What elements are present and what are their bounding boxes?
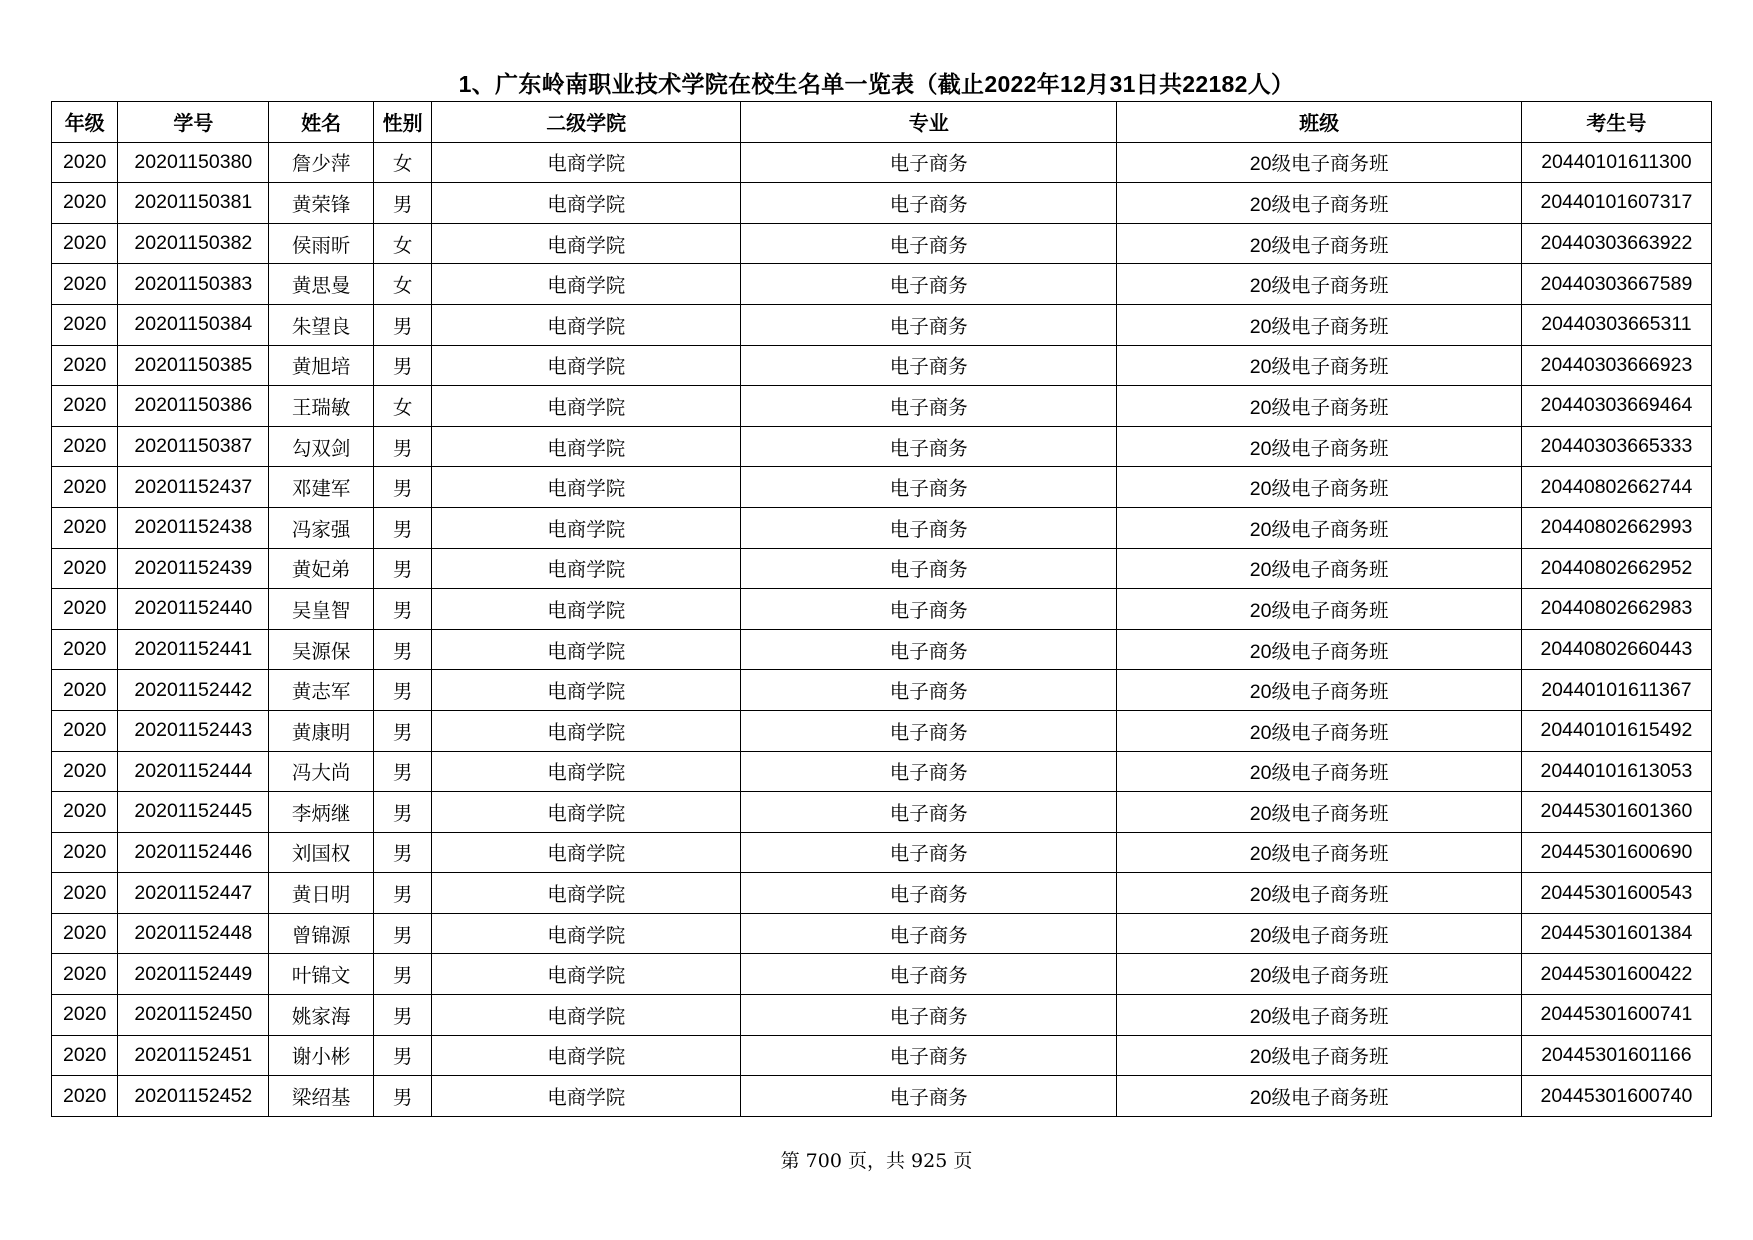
grade-cell: 2020 [52, 1035, 118, 1076]
student-id-cell: 20201152447 [118, 873, 269, 914]
table-row [52, 913, 1712, 954]
grade-cell: 2020 [52, 913, 118, 954]
table-row [52, 264, 1712, 305]
exam-number-cell: 20440303665333 [1521, 426, 1711, 467]
college-cell: 电商学院 [432, 467, 741, 508]
header-college: 二级学院 [432, 102, 741, 143]
header-major: 专业 [741, 102, 1117, 143]
table-row [52, 467, 1712, 508]
gender-cell: 男 [373, 548, 431, 589]
college-cell: 电商学院 [432, 223, 741, 264]
exam-number-cell: 20440802662983 [1521, 589, 1711, 630]
college-cell: 电商学院 [432, 507, 741, 548]
college-cell: 电商学院 [432, 1035, 741, 1076]
major-cell: 电子商务 [741, 1035, 1117, 1076]
major-cell: 电子商务 [741, 873, 1117, 914]
grade-cell: 2020 [52, 304, 118, 345]
student-id-cell: 20201152439 [118, 548, 269, 589]
class-cell: 20级电子商务班 [1117, 751, 1521, 792]
college-cell: 电商学院 [432, 1076, 741, 1117]
gender-cell: 男 [373, 670, 431, 711]
major-cell: 电子商务 [741, 142, 1117, 183]
name-cell: 曾锦源 [269, 913, 374, 954]
student-id-cell: 20201150383 [118, 264, 269, 305]
table-row [52, 1035, 1712, 1076]
college-cell: 电商学院 [432, 792, 741, 833]
table-row [52, 386, 1712, 427]
major-cell: 电子商务 [741, 264, 1117, 305]
grade-cell: 2020 [52, 710, 118, 751]
grade-cell: 2020 [52, 1076, 118, 1117]
table-row [52, 670, 1712, 711]
major-cell: 电子商务 [741, 710, 1117, 751]
class-cell: 20级电子商务班 [1117, 873, 1521, 914]
name-cell: 刘国权 [269, 832, 374, 873]
grade-cell: 2020 [52, 467, 118, 508]
gender-cell: 男 [373, 913, 431, 954]
class-cell: 20级电子商务班 [1117, 426, 1521, 467]
college-cell: 电商学院 [432, 386, 741, 427]
student-id-cell: 20201150384 [118, 304, 269, 345]
name-cell: 黄妃弟 [269, 548, 374, 589]
name-cell: 吴皇智 [269, 589, 374, 630]
class-cell: 20级电子商务班 [1117, 345, 1521, 386]
table-row [52, 304, 1712, 345]
table-row [52, 995, 1712, 1036]
exam-number-cell: 20445301601384 [1521, 913, 1711, 954]
gender-cell: 男 [373, 589, 431, 630]
name-cell: 黄志军 [269, 670, 374, 711]
exam-number-cell: 20440303663922 [1521, 223, 1711, 264]
table-row [52, 832, 1712, 873]
name-cell: 勾双剑 [269, 426, 374, 467]
name-cell: 黄荣锋 [269, 183, 374, 224]
college-cell: 电商学院 [432, 426, 741, 467]
exam-number-cell: 20445301601360 [1521, 792, 1711, 833]
table-row [52, 629, 1712, 670]
grade-cell: 2020 [52, 832, 118, 873]
table-row [52, 954, 1712, 995]
college-cell: 电商学院 [432, 629, 741, 670]
exam-number-cell: 20445301601166 [1521, 1035, 1711, 1076]
gender-cell: 男 [373, 183, 431, 224]
major-cell: 电子商务 [741, 629, 1117, 670]
name-cell: 谢小彬 [269, 1035, 374, 1076]
gender-cell: 女 [373, 142, 431, 183]
student-id-cell: 20201152440 [118, 589, 269, 630]
gender-cell: 男 [373, 995, 431, 1036]
exam-number-cell: 20445301600422 [1521, 954, 1711, 995]
table-row [52, 873, 1712, 914]
gender-cell: 男 [373, 426, 431, 467]
exam-number-cell: 20440303669464 [1521, 386, 1711, 427]
table-row [52, 223, 1712, 264]
header-name: 姓名 [269, 102, 374, 143]
gender-cell: 男 [373, 751, 431, 792]
student-id-cell: 20201150381 [118, 183, 269, 224]
grade-cell: 2020 [52, 183, 118, 224]
student-id-cell: 20201152452 [118, 1076, 269, 1117]
table-row [52, 589, 1712, 630]
major-cell: 电子商务 [741, 548, 1117, 589]
gender-cell: 男 [373, 832, 431, 873]
student-id-cell: 20201152451 [118, 1035, 269, 1076]
major-cell: 电子商务 [741, 345, 1117, 386]
table-row [52, 751, 1712, 792]
student-id-cell: 20201152450 [118, 995, 269, 1036]
name-cell: 侯雨昕 [269, 223, 374, 264]
class-cell: 20级电子商务班 [1117, 223, 1521, 264]
exam-number-cell: 20440101615492 [1521, 710, 1711, 751]
gender-cell: 男 [373, 304, 431, 345]
name-cell: 黄思曼 [269, 264, 374, 305]
student-id-cell: 20201152449 [118, 954, 269, 995]
exam-number-cell: 20440303665311 [1521, 304, 1711, 345]
major-cell: 电子商务 [741, 1076, 1117, 1117]
student-id-cell: 20201152446 [118, 832, 269, 873]
table-row [52, 548, 1712, 589]
name-cell: 詹少萍 [269, 142, 374, 183]
gender-cell: 男 [373, 710, 431, 751]
header-student-id: 学号 [118, 102, 269, 143]
grade-cell: 2020 [52, 507, 118, 548]
exam-number-cell: 20440101611300 [1521, 142, 1711, 183]
college-cell: 电商学院 [432, 954, 741, 995]
grade-cell: 2020 [52, 751, 118, 792]
grade-cell: 2020 [52, 223, 118, 264]
name-cell: 冯大尚 [269, 751, 374, 792]
class-cell: 20级电子商务班 [1117, 548, 1521, 589]
name-cell: 邓建军 [269, 467, 374, 508]
exam-number-cell: 20440303666923 [1521, 345, 1711, 386]
name-cell: 姚家海 [269, 995, 374, 1036]
grade-cell: 2020 [52, 995, 118, 1036]
header-grade: 年级 [52, 102, 118, 143]
grade-cell: 2020 [52, 142, 118, 183]
class-cell: 20级电子商务班 [1117, 507, 1521, 548]
student-id-cell: 20201150386 [118, 386, 269, 427]
class-cell: 20级电子商务班 [1117, 386, 1521, 427]
major-cell: 电子商务 [741, 183, 1117, 224]
class-cell: 20级电子商务班 [1117, 832, 1521, 873]
class-cell: 20级电子商务班 [1117, 1035, 1521, 1076]
major-cell: 电子商务 [741, 507, 1117, 548]
table-body [52, 142, 1712, 1116]
major-cell: 电子商务 [741, 467, 1117, 508]
grade-cell: 2020 [52, 345, 118, 386]
college-cell: 电商学院 [432, 995, 741, 1036]
class-cell: 20级电子商务班 [1117, 913, 1521, 954]
grade-cell: 2020 [52, 873, 118, 914]
gender-cell: 男 [373, 873, 431, 914]
table-row [52, 507, 1712, 548]
name-cell: 李炳继 [269, 792, 374, 833]
header-class: 班级 [1117, 102, 1521, 143]
major-cell: 电子商务 [741, 832, 1117, 873]
student-id-cell: 20201150387 [118, 426, 269, 467]
gender-cell: 男 [373, 629, 431, 670]
class-cell: 20级电子商务班 [1117, 670, 1521, 711]
class-cell: 20级电子商务班 [1117, 792, 1521, 833]
college-cell: 电商学院 [432, 589, 741, 630]
table-header-row [52, 102, 1712, 143]
exam-number-cell: 20440802662744 [1521, 467, 1711, 508]
student-id-cell: 20201152443 [118, 710, 269, 751]
table-row [52, 1076, 1712, 1117]
major-cell: 电子商务 [741, 223, 1117, 264]
student-id-cell: 20201152437 [118, 467, 269, 508]
exam-number-cell: 20440303667589 [1521, 264, 1711, 305]
class-cell: 20级电子商务班 [1117, 995, 1521, 1036]
college-cell: 电商学院 [432, 832, 741, 873]
gender-cell: 男 [373, 467, 431, 508]
major-cell: 电子商务 [741, 954, 1117, 995]
class-cell: 20级电子商务班 [1117, 1076, 1521, 1117]
major-cell: 电子商务 [741, 751, 1117, 792]
college-cell: 电商学院 [432, 264, 741, 305]
grade-cell: 2020 [52, 548, 118, 589]
name-cell: 朱望良 [269, 304, 374, 345]
college-cell: 电商学院 [432, 913, 741, 954]
grade-cell: 2020 [52, 386, 118, 427]
class-cell: 20级电子商务班 [1117, 710, 1521, 751]
grade-cell: 2020 [52, 670, 118, 711]
header-gender: 性别 [373, 102, 431, 143]
college-cell: 电商学院 [432, 710, 741, 751]
college-cell: 电商学院 [432, 304, 741, 345]
college-cell: 电商学院 [432, 873, 741, 914]
student-id-cell: 20201152448 [118, 913, 269, 954]
grade-cell: 2020 [52, 792, 118, 833]
college-cell: 电商学院 [432, 142, 741, 183]
major-cell: 电子商务 [741, 589, 1117, 630]
student-id-cell: 20201150385 [118, 345, 269, 386]
class-cell: 20级电子商务班 [1117, 954, 1521, 995]
major-cell: 电子商务 [741, 386, 1117, 427]
name-cell: 叶锦文 [269, 954, 374, 995]
gender-cell: 男 [373, 792, 431, 833]
name-cell: 黄日明 [269, 873, 374, 914]
page-title: 1、广东岭南职业技术学院在校生名单一览表（截止2022年12月31日共22182人） [458, 71, 1295, 97]
class-cell: 20级电子商务班 [1117, 589, 1521, 630]
exam-number-cell: 20440101613053 [1521, 751, 1711, 792]
header-exam-number: 考生号 [1521, 102, 1711, 143]
college-cell: 电商学院 [432, 183, 741, 224]
exam-number-cell: 20440101611367 [1521, 670, 1711, 711]
major-cell: 电子商务 [741, 995, 1117, 1036]
gender-cell: 男 [373, 1076, 431, 1117]
student-id-cell: 20201150380 [118, 142, 269, 183]
student-id-cell: 20201152442 [118, 670, 269, 711]
gender-cell: 女 [373, 386, 431, 427]
class-cell: 20级电子商务班 [1117, 629, 1521, 670]
college-cell: 电商学院 [432, 751, 741, 792]
class-cell: 20级电子商务班 [1117, 183, 1521, 224]
class-cell: 20级电子商务班 [1117, 304, 1521, 345]
gender-cell: 女 [373, 223, 431, 264]
gender-cell: 男 [373, 954, 431, 995]
grade-cell: 2020 [52, 426, 118, 467]
gender-cell: 男 [373, 1035, 431, 1076]
student-id-cell: 20201152438 [118, 507, 269, 548]
exam-number-cell: 20445301600740 [1521, 1076, 1711, 1117]
table-row [52, 142, 1712, 183]
college-cell: 电商学院 [432, 345, 741, 386]
name-cell: 黄康明 [269, 710, 374, 751]
major-cell: 电子商务 [741, 304, 1117, 345]
major-cell: 电子商务 [741, 426, 1117, 467]
grade-cell: 2020 [52, 589, 118, 630]
table-row [52, 426, 1712, 467]
table-row [52, 345, 1712, 386]
class-cell: 20级电子商务班 [1117, 467, 1521, 508]
table-row [52, 792, 1712, 833]
student-id-cell: 20201152444 [118, 751, 269, 792]
exam-number-cell: 20445301600741 [1521, 995, 1711, 1036]
exam-number-cell: 20440802662952 [1521, 548, 1711, 589]
gender-cell: 男 [373, 507, 431, 548]
class-cell: 20级电子商务班 [1117, 142, 1521, 183]
name-cell: 王瑞敏 [269, 386, 374, 427]
name-cell: 梁绍基 [269, 1076, 374, 1117]
student-id-cell: 20201152441 [118, 629, 269, 670]
gender-cell: 女 [373, 264, 431, 305]
major-cell: 电子商务 [741, 670, 1117, 711]
student-id-cell: 20201152445 [118, 792, 269, 833]
college-cell: 电商学院 [432, 670, 741, 711]
student-id-cell: 20201150382 [118, 223, 269, 264]
exam-number-cell: 20440802662993 [1521, 507, 1711, 548]
grade-cell: 2020 [52, 954, 118, 995]
exam-number-cell: 20440101607317 [1521, 183, 1711, 224]
name-cell: 吴源保 [269, 629, 374, 670]
class-cell: 20级电子商务班 [1117, 264, 1521, 305]
college-cell: 电商学院 [432, 548, 741, 589]
exam-number-cell: 20440802660443 [1521, 629, 1711, 670]
grade-cell: 2020 [52, 629, 118, 670]
exam-number-cell: 20445301600690 [1521, 832, 1711, 873]
exam-number-cell: 20445301600543 [1521, 873, 1711, 914]
major-cell: 电子商务 [741, 913, 1117, 954]
grade-cell: 2020 [52, 264, 118, 305]
table-row [52, 710, 1712, 751]
name-cell: 冯家强 [269, 507, 374, 548]
table-row [52, 183, 1712, 224]
student-roster-table [51, 101, 1712, 1117]
page-footer: 第 700 页，共 925 页 [780, 1150, 973, 1172]
name-cell: 黄旭培 [269, 345, 374, 386]
gender-cell: 男 [373, 345, 431, 386]
major-cell: 电子商务 [741, 792, 1117, 833]
